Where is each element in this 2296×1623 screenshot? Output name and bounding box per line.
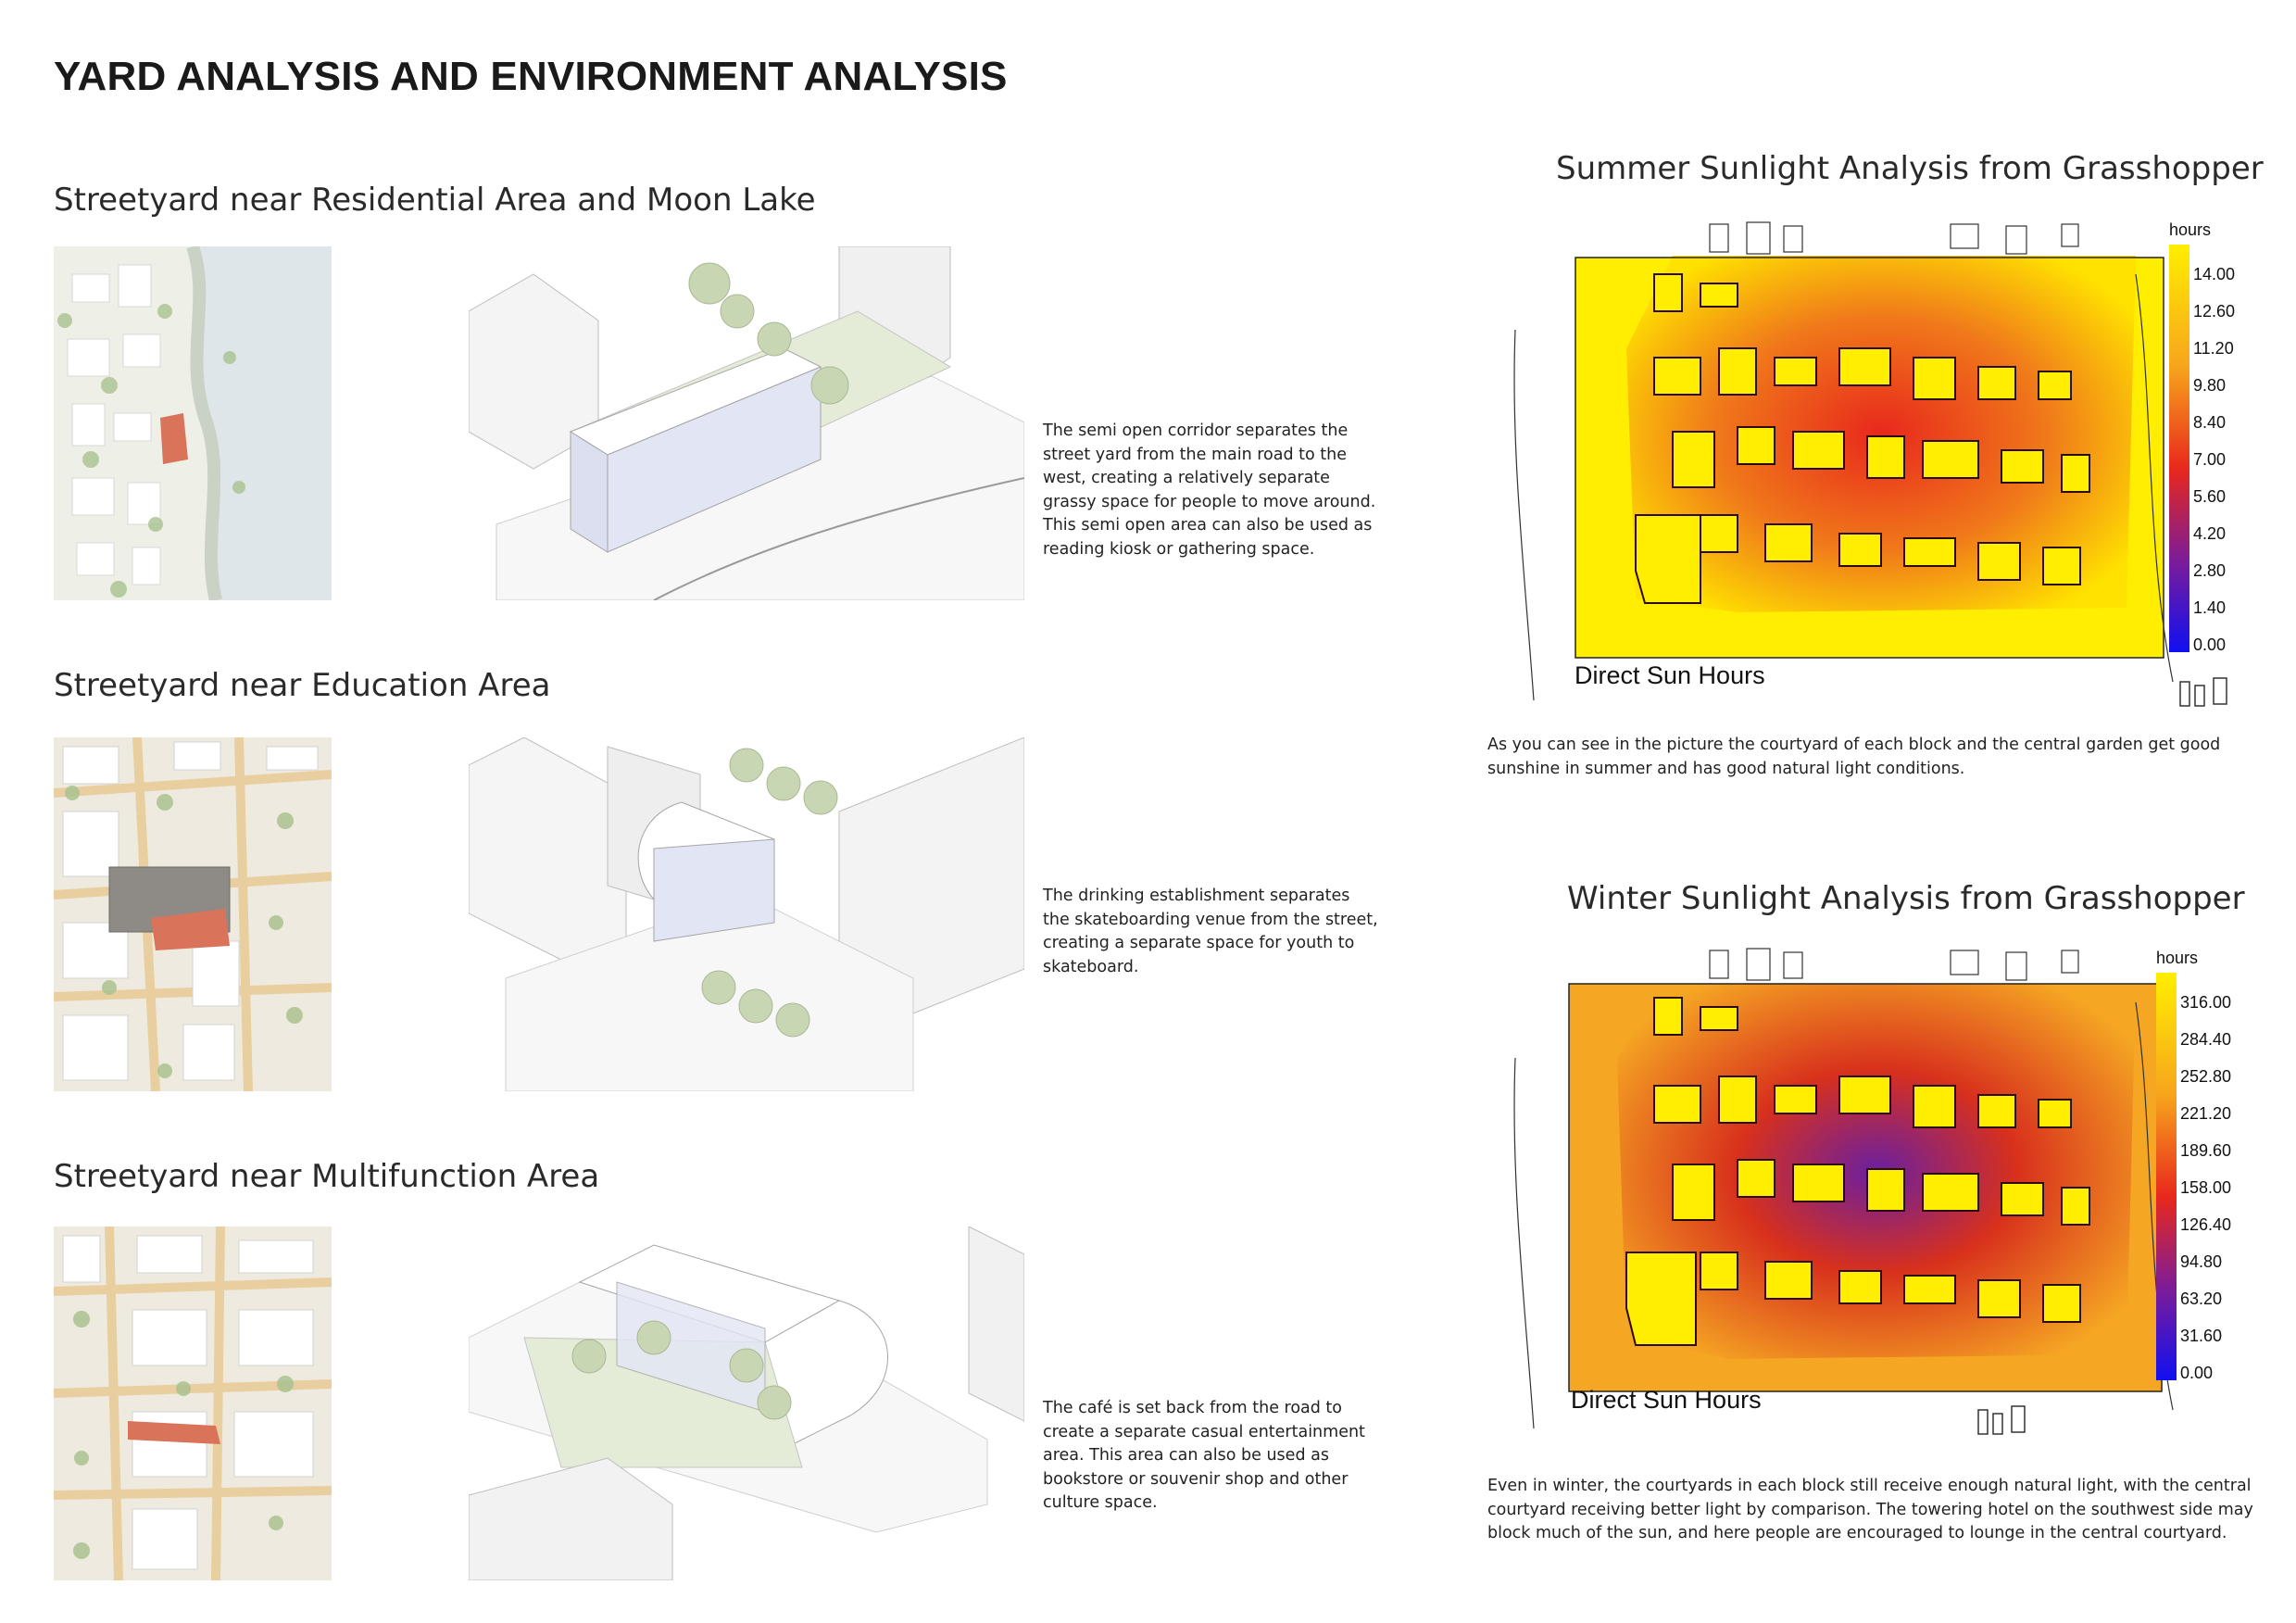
summer-legend-label: 0.00 — [2193, 635, 2227, 654]
site-map-multifunction — [54, 1227, 332, 1580]
summer-legend-label: 14.00 — [2193, 265, 2236, 283]
summer-legend-label: 8.40 — [2193, 413, 2227, 432]
winter-legend-bar — [2156, 973, 2177, 1380]
winter-legend-label: 63.20 — [2180, 1290, 2223, 1308]
summer-legend-label: 1.40 — [2193, 598, 2227, 617]
summer-legend-label: 9.80 — [2193, 376, 2227, 395]
winter-legend-label: 221.20 — [2180, 1104, 2232, 1123]
summer-legend-label: 2.80 — [2193, 561, 2227, 580]
winter-legend-label: 284.40 — [2180, 1030, 2232, 1049]
winter-legend-label: 252.80 — [2180, 1067, 2232, 1086]
summer-heatmap — [1487, 219, 2265, 710]
site-map-residential — [54, 246, 332, 600]
winter-legend-label: 94.80 — [2180, 1252, 2223, 1271]
winter-sunlight-title: Winter Sunlight Analysis from Grasshopper — [1567, 880, 2245, 917]
summer-legend-label: 12.60 — [2193, 302, 2236, 321]
section-title-residential: Streetyard near Residential Area and Moon Lake — [54, 182, 816, 219]
summer-legend-unit: hours — [2169, 220, 2212, 239]
winter-legend-label: 189.60 — [2180, 1141, 2232, 1160]
winter-legend-label: 31.60 — [2180, 1327, 2223, 1345]
summer-legend-bar — [2169, 245, 2189, 652]
winter-legend-label: 0.00 — [2180, 1364, 2214, 1382]
winter-description: Even in winter, the courtyards in each block still receive enough natural light, with the central courtyard receiving better light by comparison. The towering hotel on the southwest side may block much of the sun, and here people are encouraged to lounge in the central courtyard. — [1487, 1477, 2253, 1542]
winter-heatmap — [1487, 947, 2265, 1438]
section-title-multifunction: Streetyard near Multifunction Area — [54, 1158, 600, 1195]
summer-legend-label: 11.20 — [2193, 339, 2234, 358]
section-title-education: Streetyard near Education Area — [54, 667, 551, 704]
winter-legend-label: 316.00 — [2180, 993, 2232, 1012]
summer-direct-sun-hours-label: Direct Sun Hours — [1575, 661, 1765, 689]
summer-legend-label: 5.60 — [2193, 487, 2227, 506]
summer-sunlight-title: Summer Sunlight Analysis from Grasshopper — [1556, 150, 2264, 187]
winter-legend-label: 158.00 — [2180, 1178, 2232, 1197]
winter-legend-label: 126.40 — [2180, 1215, 2232, 1234]
description-education: The drinking establishment separates the skateboarding venue from the street, creating a separate space for youth to skateboard. — [1043, 887, 1378, 976]
winter-direct-sun-hours-label: Direct Sun Hours — [1571, 1386, 1762, 1414]
winter-legend-unit: hours — [2156, 949, 2199, 967]
site-map-education — [54, 737, 332, 1091]
description-residential: The semi open corridor separates the street yard from the main road to the west, creating a relatively separate grassy space for people to move around. This semi open area can also be used as reading kiosk or gathering space. — [1043, 421, 1376, 559]
summer-description: As you can see in the picture the courtyard of each block and the central garden get good sunshine in summer and has good natural light conditions. — [1487, 736, 2221, 778]
summer-legend-label: 7.00 — [2193, 450, 2227, 469]
page-title: YARD ANALYSIS AND ENVIRONMENT ANALYSIS — [54, 54, 1008, 99]
axonometric-education — [469, 737, 1024, 1091]
description-multifunction: The café is set back from the road to create a separate casual entertainment area. This area can also be used as bookstore or souvenir shop and other culture space. — [1043, 1399, 1365, 1512]
axonometric-multifunction — [469, 1227, 1024, 1580]
summer-legend-label: 4.20 — [2193, 524, 2227, 543]
axonometric-residential — [469, 246, 1024, 600]
